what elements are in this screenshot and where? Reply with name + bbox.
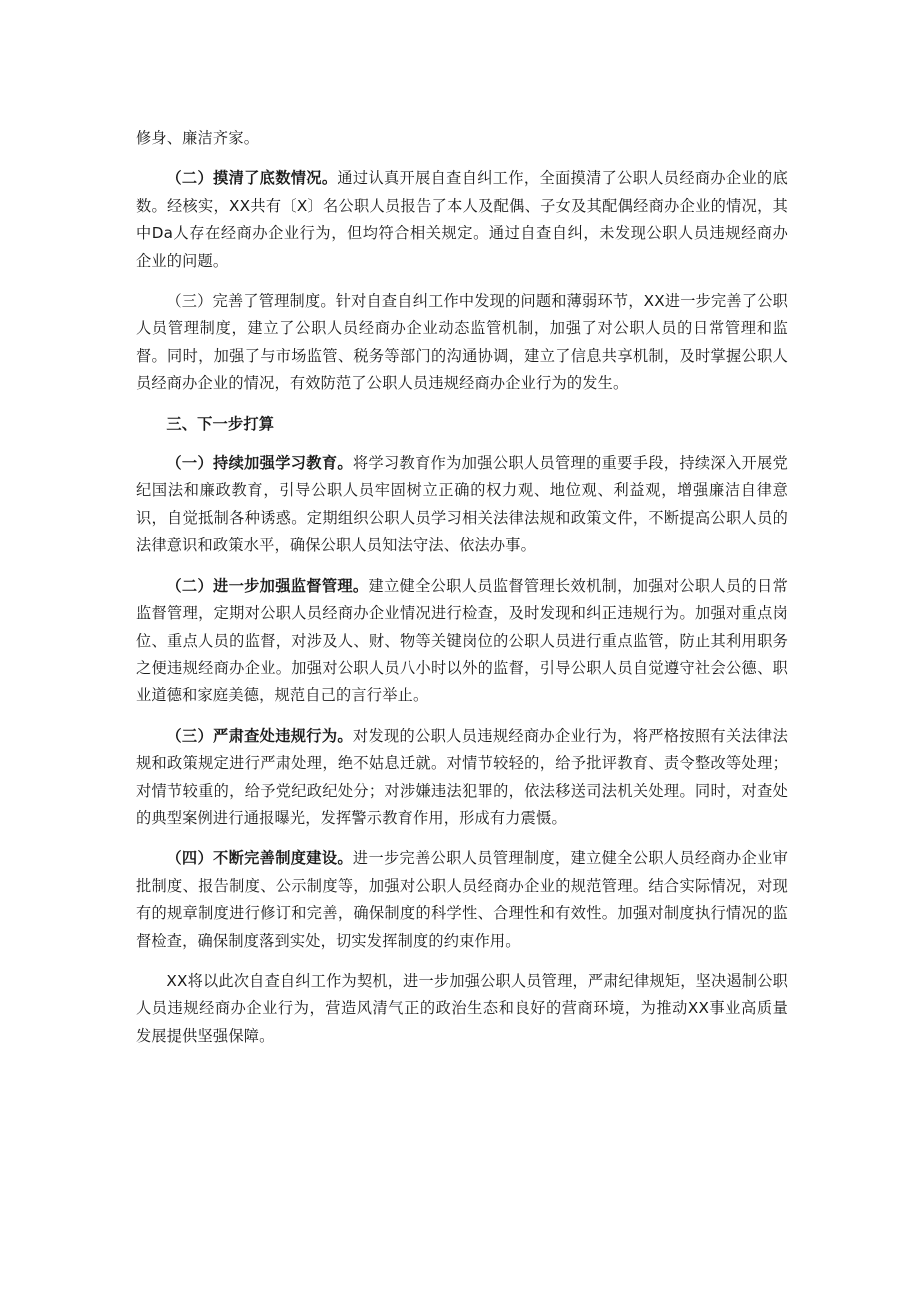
section-heading-next-steps: 三、下一步打算 — [166, 414, 275, 433]
paragraph-management-system — [136, 288, 788, 398]
paragraph-lead: （二）摸清了底数情况。 — [166, 169, 338, 188]
document-page — [136, 125, 788, 1063]
paragraph-text: XX将以此次自查自纠工作为契机，进一步加强公职人员管理，严肃纪律规矩，坚决遏制公职人员违规经商办企业行为，营造风清气正的政治生态和良好的营商环境，为推动XX事业高质量发展提供坚强保障。 — [136, 971, 788, 1045]
paragraph-closing — [136, 968, 788, 1050]
paragraph-plan-education — [136, 450, 788, 560]
paragraph-text: 修身、廉洁齐家。 — [136, 129, 260, 147]
paragraph-baseline-count — [136, 165, 788, 275]
paragraph-plan-system-building — [136, 845, 788, 955]
paragraph-lead: （四）不断完善制度建设。 — [166, 849, 353, 868]
paragraph-text: 通过认真开展自查自纠工作，全面摸清了公职人员经商办企业的底数。经核实，XX共有〔X〕名公职人员报告了本人及配偶、子女及其配偶经商办企业的情况，其中Da人存在经商办企业行为，但均符合相关规定。通过自查自纠，未发现公职人员违规经商办企业的问题。 — [136, 169, 788, 270]
paragraph-lead: （二）进一步加强监督管理。 — [166, 576, 369, 595]
paragraph-lead: （一）持续加强学习教育。 — [166, 454, 353, 473]
paragraph-text: 建立健全公职人员监督管理长效机制，加强对公职人员的日常监督管理，定期对公职人员经商办企业情况进行检查，及时发现和纠正违规行为。加强对重点岗位、重点人员的监督，对涉及人、财、物等关键岗位的公职人员进行重点监管，防止其利用职务之便违规经商办企业。加强对公职人员八小时以外的监督，引导公职人员自觉遵守社会公德、职业道德和家庭美德，规范自己的言行举止。 — [136, 576, 788, 705]
paragraph-continuation — [136, 125, 788, 152]
paragraph-text: 对发现的公职人员违规经商办企业行为，将严格按照有关法律法规和政策规定进行严肃处理，绝不姑息迁就。对情节较轻的，给予批评教育、责令整改等处理；对情节较重的，给予党纪政纪处分；对涉嫌违法犯罪的，依法移送司法机关处理。同时，对查处的典型案例进行通报曝光，发挥警示教育作用，形成有力震慑。 — [136, 726, 788, 827]
paragraph-text: 将学习教育作为加强公职人员管理的重要手段，持续深入开展党纪国法和廉政教育，引导公职人员牢固树立正确的权力观、地位观、利益观，增强廉洁自律意识，自觉抵制各种诱惑。定期组织公职人员学习相关法律法规和政策文件，不断提高公职人员的法律意识和政策水平，确保公职人员知法守法、依法办事。 — [136, 454, 788, 555]
paragraph-lead: （三）严肃查处违规行为。 — [166, 726, 353, 745]
paragraph-plan-supervision — [136, 573, 788, 710]
paragraph-plan-violations — [136, 723, 788, 833]
paragraph-text: 进一步完善公职人员管理制度，建立健全公职人员经商办企业审批制度、报告制度、公示制度等，加强对公职人员经商办企业的规范管理。结合实际情况，对现有的规章制度进行修订和完善，确保制度的科学性、合理性和有效性。加强对制度执行情况的监督检查，确保制度落到实处，切实发挥制度的约束作用。 — [136, 849, 788, 950]
paragraph-text: （三）完善了管理制度。针对自查自纠工作中发现的问题和薄弱环节，XX进一步完善了公职人员管理制度，建立了公职人员经商办企业动态监管机制，加强了对公职人员的日常管理和监督。同时，加强了与市场监管、税务等部门的沟通协调，建立了信息共享机制，及时掌握公职人员经商办企业的情况，有效防范了公职人员违规经商办企业行为的发生。 — [136, 292, 788, 393]
